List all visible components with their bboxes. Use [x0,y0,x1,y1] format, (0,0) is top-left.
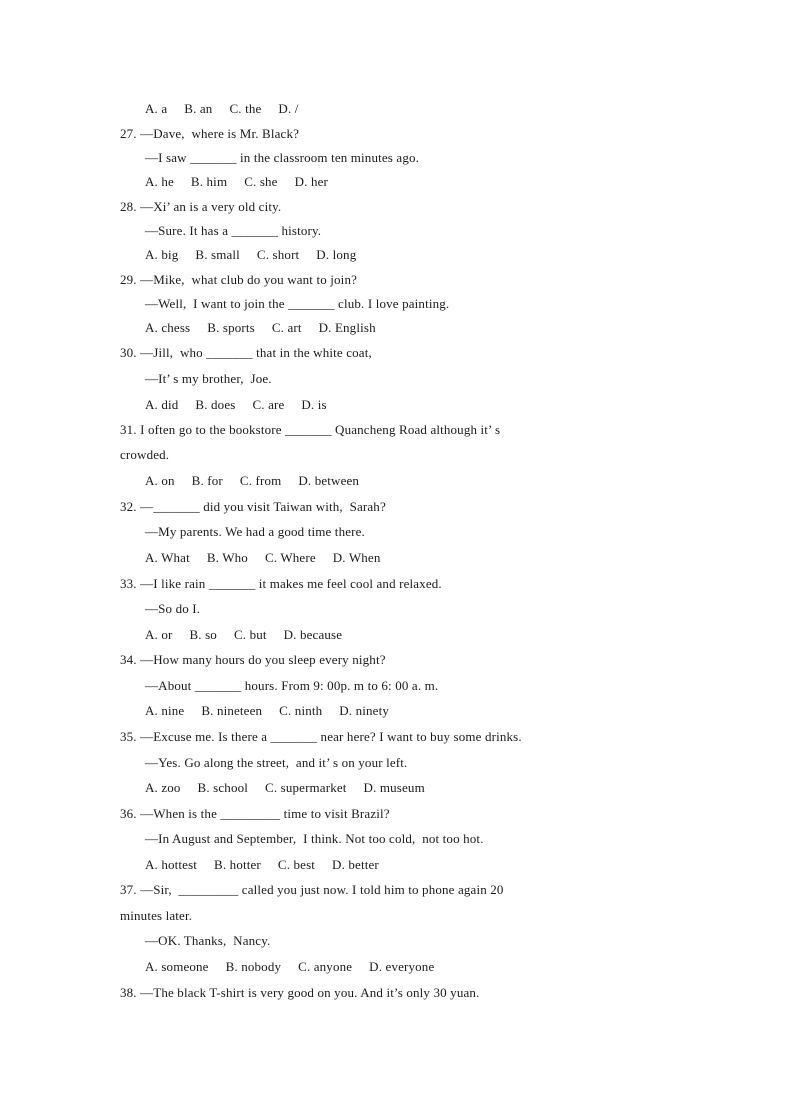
question-31: 31. I often go to the bookstore _______ Quancheng Road although it’ s [120,422,501,437]
options-q33: A. or B. so C. but D. because [145,627,343,642]
options-q32: A. What B. Who C. Where D. When [145,550,381,565]
answer-line-34: —About _______ hours. From 9: 00p. m to 6: 00 a. m. [145,678,439,693]
options-q26: A. a B. an C. the D. / [145,101,299,116]
question-33: 33. —I like rain _______ it makes me feel cool and relaxed. [120,576,442,591]
question-34: 34. —How many hours do you sleep every night? [120,652,386,667]
options-q30: A. did B. does C. are D. is [145,397,327,412]
options-q29: A. chess B. sports C. art D. English [145,320,376,335]
options-q28: A. big B. small C. short D. long [145,247,357,262]
question-36: 36. —When is the _________ time to visit Brazil? [120,806,390,821]
answer-line-37: —OK. Thanks, Nancy. [145,933,271,948]
answer-line-29: —Well, I want to join the _______ club. I love painting. [145,296,450,311]
answer-line-33: —So do I. [145,601,201,616]
question-35: 35. —Excuse me. Is there a _______ near here? I want to buy some drinks. [120,729,522,744]
answer-line-36: —In August and September, I think. Not too cold, not too hot. [145,831,484,846]
question-37-cont: minutes later. [120,908,193,923]
answer-line-32: —My parents. We had a good time there. [145,524,365,539]
question-27: 27. —Dave, where is Mr. Black? [120,126,300,141]
question-38: 38. —The black T-shirt is very good on you. And it’s only 30 yuan. [120,985,480,1000]
question-28: 28. —Xi’ an is a very old city. [120,199,282,214]
options-q37: A. someone B. nobody C. anyone D. everyone [145,959,435,974]
question-30: 30. —Jill, who _______ that in the white coat, [120,345,372,360]
question-31-cont: crowded. [120,447,170,462]
question-37: 37. —Sir, _________ called you just now. I told him to phone again 20 [120,882,504,897]
answer-line-35: —Yes. Go along the street, and it’ s on your left. [145,755,408,770]
options-q31: A. on B. for C. from D. between [145,473,360,488]
question-32: 32. —_______ did you visit Taiwan with, Sarah? [120,499,386,514]
options-q35: A. zoo B. school C. supermarket D. museum [145,780,425,795]
question-29: 29. —Mike, what club do you want to join? [120,272,358,287]
options-q27: A. he B. him C. she D. her [145,174,328,189]
answer-line-28: —Sure. It has a _______ history. [145,223,322,238]
answer-line-30: —It’ s my brother, Joe. [145,371,272,386]
options-q36: A. hottest B. hotter C. best D. better [145,857,379,872]
options-q34: A. nine B. nineteen C. ninth D. ninety [145,703,390,718]
answer-line-27: —I saw _______ in the classroom ten minutes ago. [145,150,420,165]
